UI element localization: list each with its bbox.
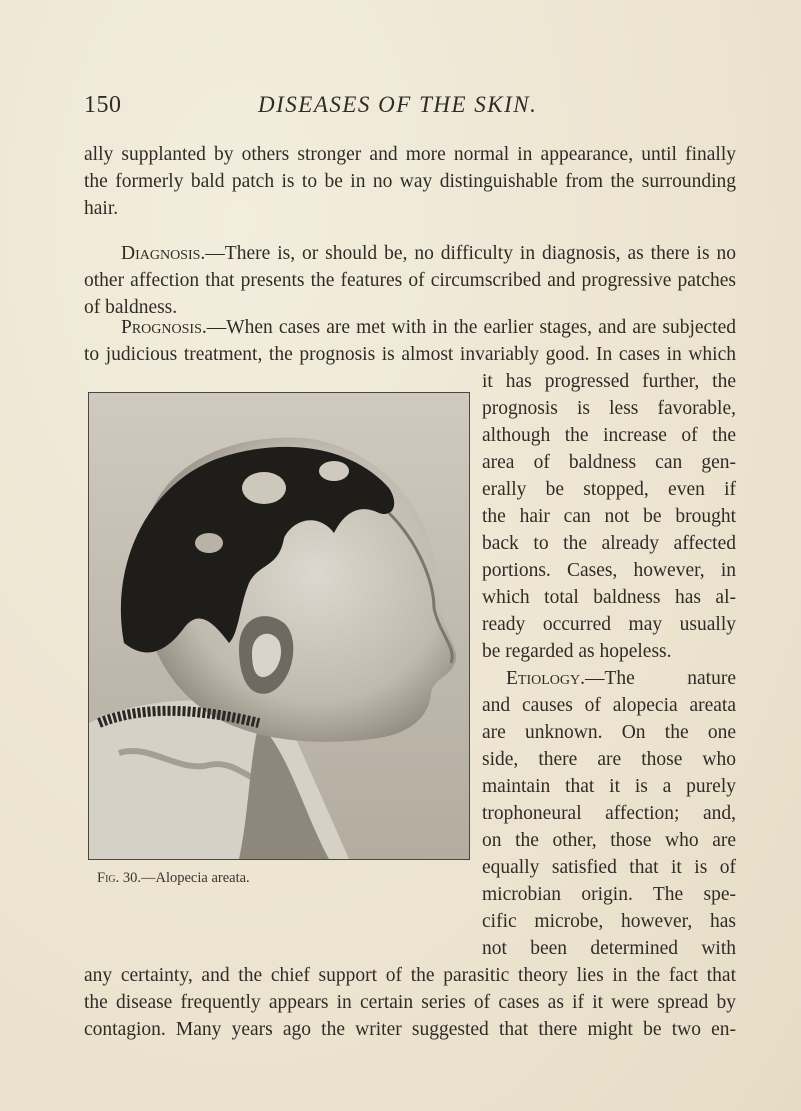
text-span: —When cases are met with in the earlier stages, and are subjected (206, 317, 736, 338)
figure-caption-text: —Alopecia areata. (141, 870, 250, 886)
text-line: back to the already affected (482, 533, 736, 554)
text-line (506, 665, 736, 692)
text-line: prognosis is less favorable, (482, 398, 736, 419)
running-title: DISEASES OF THE SKIN. (258, 92, 538, 117)
alopecia-photo-illustration (89, 393, 469, 859)
text-line: although the increase of the (482, 425, 736, 446)
text-line: portions. Cases, however, in (482, 560, 736, 581)
section-heading-etiology: Etiology. (506, 668, 585, 689)
text-line: and causes of alopecia areata (482, 695, 736, 716)
text-line: any certainty, and the chief support of the parasitic theory lies in the fact that (84, 965, 736, 986)
text-line: side, there are those who (482, 749, 736, 770)
text-span: —The nature (585, 668, 736, 689)
text-line: which total baldness has al- (482, 587, 736, 608)
text-line: contagion. Many years ago the writer suggested that there might be two en- (84, 1019, 736, 1040)
section-heading-prognosis: Prognosis. (121, 317, 207, 338)
text-span: —There is, or should be, no difficulty in diagnosis, as there is no (205, 243, 736, 264)
text-line (121, 314, 736, 341)
text-line: maintain that it is a purely (482, 776, 736, 797)
text-line: cific microbe, however, has (482, 911, 736, 932)
text-line: not been determined with (482, 938, 736, 959)
text-line: other affection that presents the features of circumscribed and progressive patches (84, 270, 736, 291)
figure-photograph (88, 392, 470, 860)
text-line: the formerly bald patch is to be in no way distinguishable from the surrounding (84, 171, 736, 192)
figure-label: Fig. 30. (97, 870, 141, 886)
text-line: be regarded as hopeless. (482, 641, 672, 662)
text-line: erally be stopped, even if (482, 479, 736, 500)
text-line: trophoneural affection; and, (482, 803, 736, 824)
text-line: ready occurred may usually (482, 614, 736, 635)
page-number: 150 (84, 92, 122, 118)
text-line: ally supplanted by others stronger and more normal in appearance, until finally (84, 144, 736, 165)
text-line: to judicious treatment, the prognosis is almost invariably good. In cases in which (84, 344, 736, 365)
text-line: area of baldness can gen- (482, 452, 736, 473)
text-line: are unknown. On the one (482, 722, 736, 743)
text-line: the disease frequently appears in certain series of cases as if it were spread by (84, 992, 736, 1013)
text-line: of baldness. (84, 297, 178, 318)
text-line: equally satisfied that it is of (482, 857, 736, 878)
text-line: on the other, those who are (482, 830, 736, 851)
text-line: the hair can not be brought (482, 506, 736, 527)
text-line (121, 240, 736, 267)
section-heading-diagnosis: Diagnosis. (121, 243, 206, 264)
figure-caption (97, 870, 250, 887)
text-line: microbian origin. The spe- (482, 884, 736, 905)
text-line: it has progressed further, the (482, 371, 736, 392)
text-line: hair. (84, 198, 119, 219)
